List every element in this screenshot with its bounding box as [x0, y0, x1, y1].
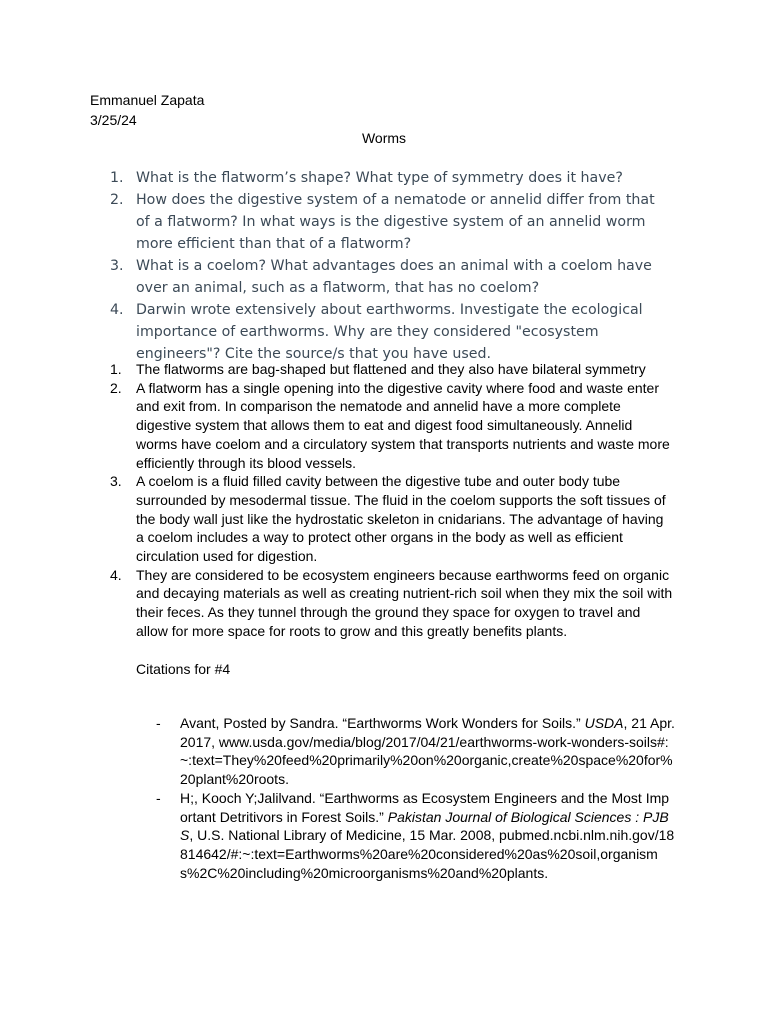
question-text: What is the flatworm’s shape? What type of symmetry does it have? — [136, 170, 623, 186]
answer-text: A coelom is a fluid filled cavity between the digestive tube and outer body tube surrounded by mesodermal tissue. The fluid in the coelom supports the soft tissues of the body wall just like the hydrostatic skeleton in cnidarians. The advantage of having a coelom includes a way to protect other organs in the body as well as efficient circulation used for digestion. — [136, 473, 666, 565]
citation-item — [156, 789, 676, 883]
question-item — [105, 189, 665, 255]
question-list — [105, 167, 665, 365]
question-number: 1. — [110, 170, 124, 186]
citation-text — [180, 714, 676, 789]
citation-bullet: - — [156, 715, 161, 731]
answer-text: The flatworms are bag-shaped but flattened and they also have bilateral symmetry — [136, 361, 646, 377]
answer-item — [110, 472, 675, 566]
question-number: 4. — [110, 302, 124, 318]
citation-text-end: , U.S. National Library of Medicine, 15 Mar. 2008, pubmed.ncbi.nlm.nih.gov/18814642/#:~:text=Earthworms%20are%20considered%20as%20soil,organisms%2C%20including%20microorganisms%20and%20plants. — [180, 827, 675, 881]
question-item — [105, 299, 665, 365]
answer-number: 4. — [110, 566, 122, 583]
citation-text-end: , 21 Apr. 2017, www.usda.gov/media/blog/2017/04/21/earthworms-work-wonders-soils#:~:text=They%20feed%20primarily%20on%20organic,create%20space%20for%20plant%20roots. — [180, 715, 675, 788]
answer-number: 1. — [110, 361, 122, 377]
author-name: Emmanuel Zapata — [90, 92, 205, 108]
question-number: 2. — [110, 192, 124, 208]
question-text: How does the digestive system of a nematode or annelid differ from that of a flatworm? In what ways is the digestive system of an annelid worm more efficient than that of a flatworm? — [136, 192, 655, 252]
answer-number: 2. — [110, 379, 122, 396]
answer-number: 3. — [110, 473, 122, 490]
citation-text-start: H;, Kooch Y;Jalilvand. “Earthworms as Ecosystem Engineers and the Most Important Detritivors in Forest Soils.” — [180, 789, 670, 825]
document-title: Worms — [361, 130, 407, 146]
answer-text: They are considered to be ecosystem engineers because earthworms feed on organic and decaying materials as well as creating nutrient-rich soil when they mix the soil with their feces. As they tunnel through the ground they space for oxygen to travel and allow for more space for roots to grow and this greatly benefits plants. — [136, 566, 673, 639]
question-text: Darwin wrote extensively about earthworms. Investigate the ecological importance of earthworms. Why are they considered "ecosystem engineers"? Cite the source/s that you have used. — [136, 302, 643, 362]
citation-text — [180, 789, 676, 883]
question-number: 3. — [110, 258, 124, 274]
citation-source-title: USDA — [584, 715, 624, 731]
question-item — [105, 167, 665, 189]
answer-item — [110, 360, 675, 379]
citation-bullet: - — [156, 789, 161, 806]
citation-list — [156, 714, 676, 882]
citation-text-start: Avant, Posted by Sandra. “Earthworms Work Wonders for Soils.” — [180, 715, 585, 731]
document-date: 3/25/24 — [90, 112, 137, 128]
answer-item — [110, 379, 675, 473]
citation-item — [156, 714, 676, 789]
question-item — [105, 255, 665, 299]
citations-heading: Citations for #4 — [136, 661, 231, 677]
answer-text: A flatworm has a single opening into the digestive cavity where food and waste enter and exit from. In comparison the nematode and annelid have a more complete digestive system that allows them to eat and digest food simultaneously. Annelid worms have coelom and a circulatory system that transports nutrients and waste more efficiently through its blood vessels. — [136, 379, 670, 471]
answer-list — [110, 360, 675, 641]
citation-source-title: Pakistan Journal of Biological Sciences : PJBS — [180, 808, 669, 844]
answer-item — [110, 566, 675, 641]
question-text: What is a coelom? What advantages does an animal with a coelom have over an animal, such as a flatworm, that has no coelom? — [136, 258, 652, 296]
